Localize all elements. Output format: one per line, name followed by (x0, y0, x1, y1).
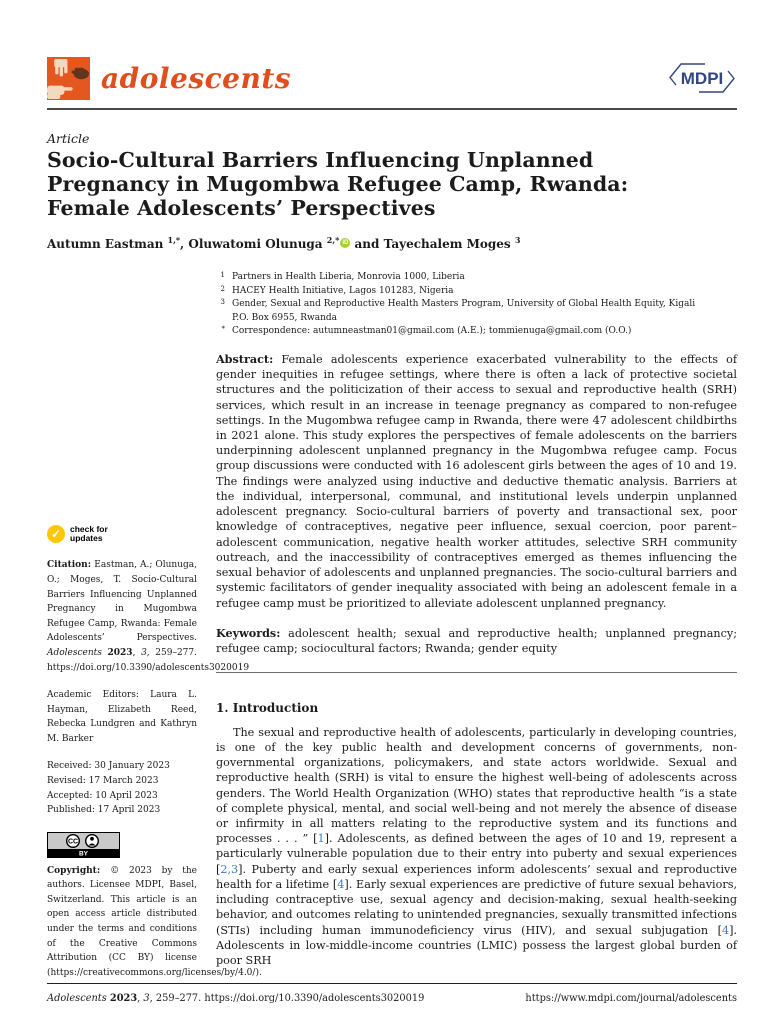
journal-wordmark: adolescents (101, 62, 292, 95)
correspondence-text (232, 325, 699, 339)
authors-line (47, 235, 737, 251)
correspondence-asterisk: * (221, 325, 225, 334)
author-affil-sup: 2,* (326, 235, 340, 246)
mdpi-logo[interactable] (667, 60, 737, 96)
text-segment: ]. Early sexual experiences are predictive of future sexual behaviors, including contraceptive use, sexual agency and decision-making, sexual health-seeking behavior, and outcomes relating to unintended pregnancies, sexually transmitted infections (STIs) including human immunodeficiency virus (HIV), and sexual subjugation [ (216, 877, 738, 937)
author-name[interactable]: Tayechalem Moges (383, 237, 515, 252)
cc-by-text: BY (78, 850, 89, 858)
citation-pages: , 259–277. (146, 647, 197, 658)
affiliation-number: 2 (220, 284, 225, 293)
footer-text: , (137, 993, 144, 1004)
citation-label: Citation: (47, 560, 95, 571)
journal-brand[interactable] (47, 57, 291, 100)
page-footer (47, 983, 737, 1004)
reference-link[interactable]: 1 (317, 832, 325, 846)
abstract (216, 352, 737, 611)
section-heading-introduction: 1. Introduction (216, 701, 319, 716)
affiliation-row (219, 285, 699, 299)
keywords-divider (216, 672, 737, 673)
academic-editors: Academic Editors: Laura L. Hayman, Elizabeth Reed, Rebecka Lundgren and Kathryn M. Barker (47, 690, 197, 744)
correspondence-suffix: (O.O.) (602, 326, 632, 337)
abstract-label: Abstract: (216, 351, 274, 366)
footer-pages: , 259–277. (149, 993, 205, 1004)
copyright-suffix: ). (255, 967, 262, 978)
text-segment: ]. Adolescents in low-middle-income countries (LMIC) possess the largest global burden of poor SRH (216, 923, 737, 968)
citation-journal: Adolescents (47, 647, 108, 658)
orcid-icon[interactable]: iD (342, 240, 349, 247)
check-for-updates-badge[interactable] (47, 525, 197, 544)
abstract-text: Female adolescents experience exacerbated vulnerability to the effects of gender inequities in refugee settings, where there is often a lack of protective societal structures and the politicization of their access to sexual and reproductive health (SRH) services, which result in an increase in teenage pregnancy as compared to non-refugee settings. In the Mugombwa refugee camp in Rwanda, there were 47 adolescent childbirths in 2021 alone. This study explores the perspectives of female adolescents on the barriers underpinning adolescent unplanned pregnancy in the Mugombwa refugee camp. Focus group discussions were conducted with 16 adolescent girls between the ages of 10 and 19. The findings were analyzed using inductive and deductive thematic analysis. Barriers at the individual, interpersonal, communal, and institutional levels underpin unplanned adolescent pregnancy. Socio-cultural barriers of poverty and transactional sex, poor knowledge of contraceptives, negative peer influence, sexual coercion, poor parent–adolescent communication, negative health worker attitudes, selective SRH community outreach, and the inaccessibility of contraceptives emerged as themes influencing the sexual behavior of adolescents and unplanned pregnancies. The socio-cultural barriers and systemic facilitators of gender inequality associated with being an adolescent female in a refugee camp must be prioritized to alleviate adolescent unplanned pregnancy. (216, 352, 737, 610)
date-row: Accepted: 10 April 2023 (47, 790, 158, 801)
affiliation-row (219, 298, 699, 325)
introduction-paragraph (216, 725, 737, 969)
footer-rule (47, 983, 737, 984)
cc-by-license-badge[interactable] (47, 832, 120, 858)
license-link[interactable]: https://creativecommons.org/licenses/by/4.0/ (50, 967, 256, 978)
journal-logo-hands-icon (47, 57, 90, 100)
check-icon: ✓ (47, 525, 65, 543)
footer-year: 2023 (109, 993, 138, 1004)
footer-citation (47, 993, 424, 1004)
copyright-label: Copyright: (47, 865, 111, 876)
reference-link[interactable]: 4 (721, 923, 730, 937)
text-segment: ]. Puberty and early sexual experiences inform adolescents’ sexual and reproductive health for a lifetime [ (216, 862, 737, 891)
citation-volume: 3 (141, 647, 147, 658)
affiliation-text: HACEY Health Initiative, Lagos 101283, Nigeria (232, 285, 454, 296)
date-row: Published: 17 April 2023 (47, 805, 161, 816)
author-name[interactable]: Autumn Eastman (47, 237, 168, 252)
check-for-updates-label: check for updates (70, 523, 108, 544)
mdpi-logo-text: MDPI (680, 69, 724, 88)
date-row: Received: 30 January 2023 (47, 761, 170, 772)
affiliations-block (219, 271, 737, 339)
page-header (47, 57, 737, 100)
email-link[interactable]: tommienuga@gmail.com (488, 326, 603, 337)
citation-year: 2023 (107, 647, 133, 658)
column-gap (197, 352, 216, 981)
author-affil-sup: 3 (514, 235, 521, 246)
article-history (47, 759, 197, 817)
reference-link[interactable]: 2,3 (220, 862, 239, 876)
correspondence-label: Correspondence: (232, 326, 313, 337)
correspondence-separator: (A.E.); (454, 326, 489, 337)
affiliation-text: Partners in Health Liberia, Monrovia 1000, Liberia (232, 272, 465, 283)
article-title: Socio-Cultural Barriers Influencing Unplanned Pregnancy in Mugombwa Refugee Camp, Rwanda: Female Adolescents’ Perspectives (47, 148, 629, 220)
footer-journal-name: Adolescents (47, 993, 110, 1004)
citation-text: , (132, 647, 142, 658)
keywords-text: adolescent health; sexual and reproductive health; unplanned pregnancy; refugee camp; sociocultural factors; Rwanda; gender equity (216, 626, 737, 656)
copyright-text: © 2023 by the authors. Licensee MDPI, Basel, Switzerland. This article is an open access article distributed under the terms and conditions of the Creative Commons Attribution (CC BY) license ( (47, 865, 197, 978)
article-type-label: Article (47, 131, 90, 146)
keywords (216, 626, 737, 656)
author-separator: , (180, 237, 189, 252)
citation-text: Eastman, A.; Olunuga, O.; Moges, T. Socio-Cultural Barriers Influencing Unplanned Pregnancy in Mugombwa Refugee Camp, Rwanda: Female Adolescents’ Perspectives. (47, 560, 197, 644)
keywords-label: Keywords: (216, 625, 281, 640)
cc-icon: CC (67, 838, 79, 846)
author-affil-sup: 1,* (167, 235, 181, 246)
affiliation-number: 1 (220, 271, 225, 280)
author-separator: and (350, 237, 384, 252)
affiliation-number: 3 (220, 298, 225, 307)
affiliation-row (219, 271, 699, 285)
text-segment: The sexual and reproductive health of adolescents, particularly in developing countries, is one of the key public health and development concerns of governments, non-governmental organizations, policymakers, and state actors worldwide. Sexual and reproductive health (SRH) is vital to ensure the highest well-being of adolescents across genders. The World Health Organization (WHO) states that reproductive health “is a state of complete physical, mental, and social well-being and not merely the absence of disease or infirmity in all matters relating to the reproductive system and its functions and processes . . . ” [ (216, 725, 737, 846)
affiliation-text: Gender, Sexual and Reproductive Health Masters Program, University of Global Health Equity, Kigali P.O. Box 6955, Rwanda (232, 299, 696, 323)
main-text-column (216, 352, 737, 981)
text-segment: ]. Adolescents, as defined between the ages of 10 and 19, represent a particularly vulnerable population due to their entry into puberty and sexual experiences [ (216, 832, 737, 876)
footer-journal-url[interactable]: https://www.mdpi.com/journal/adolescents (525, 993, 737, 1004)
doi-link[interactable]: https://doi.org/10.3390/adolescents3020019 (47, 662, 250, 673)
copyright-block (47, 864, 262, 981)
correspondence-row (219, 325, 699, 339)
footer-doi-link[interactable]: https://doi.org/10.3390/adolescents3020019 (204, 993, 425, 1004)
footer-volume: 3 (143, 993, 150, 1004)
date-row: Revised: 17 March 2023 (47, 776, 159, 786)
email-link[interactable]: autumneastman01@gmail.com (312, 326, 455, 337)
reference-link[interactable]: 4 (337, 877, 345, 891)
header-rule (47, 108, 737, 110)
author-name[interactable]: Oluwatomi Olunuga (188, 237, 327, 252)
